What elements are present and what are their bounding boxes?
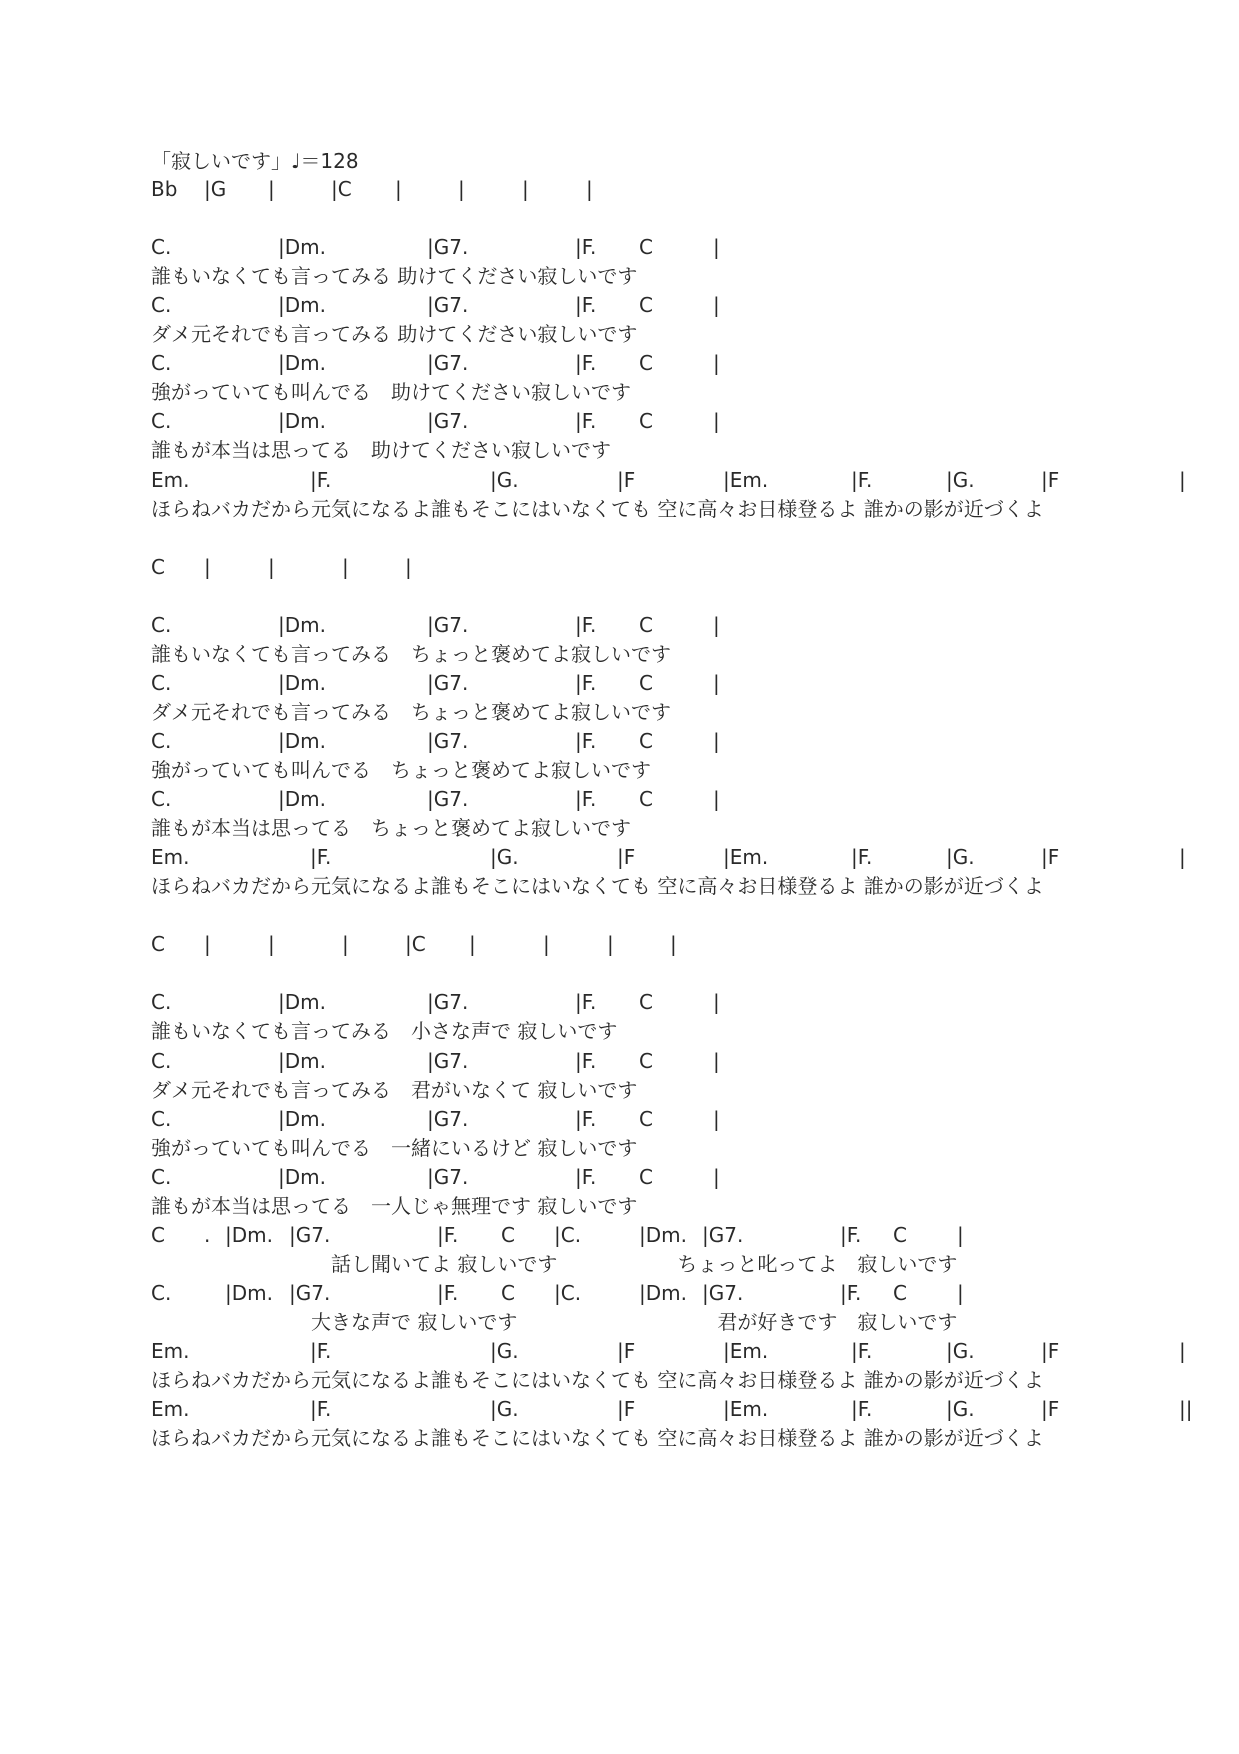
lyric-line: 誰もが本当は思ってる 助けてください寂しいです xyxy=(151,438,611,462)
chord-symbol: |G7. xyxy=(427,1165,469,1189)
chord-symbol: |G7. xyxy=(427,787,469,811)
chord-symbol: |F. xyxy=(310,468,332,492)
chord-symbol: |F. xyxy=(575,787,597,811)
chord-symbol: |Em. xyxy=(723,468,769,492)
chord-symbol: | xyxy=(543,932,550,956)
chord-symbol: |G7. xyxy=(427,409,469,433)
chord-symbol: |F. xyxy=(437,1281,459,1305)
chord-symbol: C. xyxy=(151,1281,172,1305)
chord-symbol: |F. xyxy=(575,409,597,433)
chord-symbol: C xyxy=(639,293,653,317)
chord-symbol: C xyxy=(501,1281,515,1305)
chord-symbol: Em. xyxy=(151,1339,190,1363)
chord-symbol: |G. xyxy=(490,1339,519,1363)
chord-symbol: |F. xyxy=(575,351,597,375)
chord-symbol: |Em. xyxy=(723,845,769,869)
chord-symbol: |G7. xyxy=(427,671,469,695)
lyric-line: ダメ元それでも言ってみる ちょっと褒めてよ寂しいです xyxy=(151,700,671,724)
lyric-line: ほらねバカだから元気になるよ誰もそこにはいなくても 空に高々お日様登るよ 誰かの影が近づくよ xyxy=(151,1426,1044,1450)
chord-symbol: | xyxy=(458,177,465,201)
chord-symbol: C. xyxy=(151,787,172,811)
lyric-line: ほらねバカだから元気になるよ誰もそこにはいなくても 空に高々お日様登るよ 誰かの影が近づくよ xyxy=(151,497,1044,521)
chord-symbol: |Dm. xyxy=(278,1165,326,1189)
lyric-line: 強がっていても叫んでる ちょっと褒めてよ寂しいです xyxy=(151,758,651,782)
chord-symbol: . xyxy=(204,1223,211,1247)
chord-symbol: | xyxy=(957,1281,964,1305)
chord-symbol: | xyxy=(713,409,720,433)
chord-symbol: |F. xyxy=(310,1339,332,1363)
chord-symbol: C xyxy=(639,351,653,375)
chord-symbol: C xyxy=(639,1107,653,1131)
chord-symbol: | xyxy=(268,177,275,201)
chord-symbol: C. xyxy=(151,409,172,433)
chord-symbol: C. xyxy=(151,1165,172,1189)
chord-symbol: |F. xyxy=(575,729,597,753)
lyric-line: 誰もが本当は思ってる ちょっと褒めてよ寂しいです xyxy=(151,816,631,840)
chord-symbol: |F. xyxy=(437,1223,459,1247)
chord-symbol: |Dm. xyxy=(278,351,326,375)
chord-symbol: |F xyxy=(617,1397,636,1421)
chord-symbol: C xyxy=(639,729,653,753)
chord-symbol: | xyxy=(1179,1339,1186,1363)
chord-symbol: |Dm. xyxy=(278,1107,326,1131)
chord-symbol: | xyxy=(957,1223,964,1247)
chord-symbol: |F xyxy=(617,468,636,492)
chord-symbol: | xyxy=(713,1049,720,1073)
lyric-line: ほらねバカだから元気になるよ誰もそこにはいなくても 空に高々お日様登るよ 誰かの影が近づくよ xyxy=(151,1368,1044,1392)
lyric-line: 誰もいなくても言ってみる 助けてください寂しいです xyxy=(151,264,638,288)
chord-symbol: |Dm. xyxy=(225,1223,273,1247)
chord-symbol: |F. xyxy=(575,1165,597,1189)
song-title-header: 「寂しいです」♩＝128 xyxy=(151,149,359,173)
chord-symbol: |C. xyxy=(554,1281,582,1305)
chord-symbol: |F. xyxy=(575,990,597,1014)
lyric-line: 誰もいなくても言ってみる ちょっと褒めてよ寂しいです xyxy=(151,642,671,666)
chord-symbol: C xyxy=(639,235,653,259)
chord-symbol: | xyxy=(713,351,720,375)
chord-symbol: |G7. xyxy=(427,293,469,317)
chord-symbol: C xyxy=(639,1049,653,1073)
chord-symbol: | xyxy=(204,555,211,579)
chord-symbol: |C. xyxy=(554,1223,582,1247)
chord-symbol: |F. xyxy=(851,1397,873,1421)
chord-symbol: |Dm. xyxy=(639,1281,687,1305)
chord-symbol: | xyxy=(607,932,614,956)
chord-symbol: | xyxy=(342,932,349,956)
chord-symbol: Em. xyxy=(151,1397,190,1421)
lyric-line: 誰もいなくても言ってみる 小さな声で 寂しいです xyxy=(151,1019,618,1043)
chord-symbol: |F. xyxy=(575,613,597,637)
chord-symbol: | xyxy=(586,177,593,201)
chord-symbol: Em. xyxy=(151,845,190,869)
chord-symbol: | xyxy=(713,1165,720,1189)
chord-symbol: |F xyxy=(1041,1397,1060,1421)
chord-symbol: C. xyxy=(151,613,172,637)
chord-symbol: |G7. xyxy=(289,1223,331,1247)
chord-symbol: |G7. xyxy=(427,1049,469,1073)
chord-symbol: C. xyxy=(151,351,172,375)
chord-symbol: |F. xyxy=(840,1281,862,1305)
chord-symbol: |F xyxy=(1041,1339,1060,1363)
lyric-line: 強がっていても叫んでる 助けてください寂しいです xyxy=(151,380,631,404)
chord-symbol: | xyxy=(713,787,720,811)
chord-symbol: |G. xyxy=(490,845,519,869)
chord-symbol: |F. xyxy=(575,671,597,695)
chord-symbol: C xyxy=(639,1165,653,1189)
chord-symbol: C. xyxy=(151,1049,172,1073)
chord-symbol: C. xyxy=(151,990,172,1014)
lyric-line: ダメ元それでも言ってみる 助けてください寂しいです xyxy=(151,322,638,346)
chord-symbol: |G. xyxy=(490,468,519,492)
chord-symbol: |Dm. xyxy=(278,293,326,317)
chord-symbol: |G7. xyxy=(289,1281,331,1305)
chord-symbol: |Dm. xyxy=(278,787,326,811)
chord-symbol: |G7. xyxy=(427,990,469,1014)
chord-symbol: | xyxy=(1179,468,1186,492)
chord-symbol: |G7. xyxy=(427,613,469,637)
chord-symbol: |C xyxy=(405,932,426,956)
chord-symbol: | xyxy=(713,235,720,259)
lyric-line: ダメ元それでも言ってみる 君がいなくて 寂しいです xyxy=(151,1078,638,1102)
chord-symbol: C. xyxy=(151,671,172,695)
chord-symbol: |Em. xyxy=(723,1397,769,1421)
chord-symbol: C xyxy=(893,1281,907,1305)
chord-symbol: | xyxy=(204,932,211,956)
lyric-line: 強がっていても叫んでる 一緒にいるけど 寂しいです xyxy=(151,1136,638,1160)
chord-symbol: |Dm. xyxy=(278,235,326,259)
chord-symbol: C xyxy=(639,787,653,811)
chord-symbol: C xyxy=(639,671,653,695)
chord-symbol: C. xyxy=(151,235,172,259)
chord-symbol: || xyxy=(1179,1397,1193,1421)
chord-symbol: |F. xyxy=(575,1107,597,1131)
chord-symbol: C xyxy=(151,555,165,579)
chord-symbol: |Dm. xyxy=(278,613,326,637)
chord-symbol: |G. xyxy=(490,1397,519,1421)
chord-symbol: |F. xyxy=(851,468,873,492)
chord-symbol: |G. xyxy=(946,845,975,869)
chord-symbol: |Dm. xyxy=(639,1223,687,1247)
chord-symbol: | xyxy=(469,932,476,956)
lyric-line: 誰もが本当は思ってる 一人じゃ無理です 寂しいです xyxy=(151,1194,638,1218)
lyric-line: 大きな声で 寂しいです 君が好きです 寂しいです xyxy=(151,1310,958,1334)
chord-symbol: Em. xyxy=(151,468,190,492)
chord-symbol: | xyxy=(670,932,677,956)
chord-symbol: |G7. xyxy=(702,1281,744,1305)
chord-symbol: |Dm. xyxy=(278,409,326,433)
chord-symbol: C xyxy=(501,1223,515,1247)
chord-symbol: | xyxy=(522,177,529,201)
chord-symbol: | xyxy=(268,932,275,956)
chord-symbol: | xyxy=(713,671,720,695)
chord-symbol: C xyxy=(639,990,653,1014)
chord-symbol: |G7. xyxy=(427,235,469,259)
chord-symbol: Bb xyxy=(151,177,178,201)
chord-symbol: |F. xyxy=(840,1223,862,1247)
chord-symbol: |F xyxy=(617,1339,636,1363)
chord-symbol: |Dm. xyxy=(278,671,326,695)
chord-symbol: | xyxy=(713,1107,720,1131)
chord-symbol: | xyxy=(713,293,720,317)
chord-symbol: |Dm. xyxy=(278,729,326,753)
chord-symbol: C xyxy=(639,613,653,637)
chord-symbol: |F xyxy=(1041,468,1060,492)
chord-symbol: C. xyxy=(151,1107,172,1131)
chord-symbol: |Dm. xyxy=(278,990,326,1014)
chord-symbol: | xyxy=(1179,845,1186,869)
chord-symbol: |Em. xyxy=(723,1339,769,1363)
chord-symbol: |C xyxy=(331,177,352,201)
chord-symbol: |F. xyxy=(575,293,597,317)
chord-symbol: |F xyxy=(1041,845,1060,869)
chord-symbol: |F. xyxy=(575,235,597,259)
chord-symbol: | xyxy=(405,555,412,579)
chord-symbol: C. xyxy=(151,293,172,317)
chord-symbol: |G7. xyxy=(427,729,469,753)
chord-symbol: |G xyxy=(204,177,227,201)
chord-symbol: C xyxy=(151,1223,165,1247)
chord-symbol: |G. xyxy=(946,1397,975,1421)
chord-symbol: | xyxy=(713,990,720,1014)
chord-symbol: C xyxy=(639,409,653,433)
chord-symbol: |F. xyxy=(310,1397,332,1421)
chord-symbol: |F. xyxy=(575,1049,597,1073)
chord-symbol: |Dm. xyxy=(225,1281,273,1305)
chord-symbol: |G7. xyxy=(427,351,469,375)
chord-symbol: |G7. xyxy=(702,1223,744,1247)
chord-symbol: | xyxy=(342,555,349,579)
chord-symbol: C xyxy=(151,932,165,956)
lyric-line: 話し聞いてよ 寂しいです ちょっと叱ってよ 寂しいです xyxy=(151,1252,958,1276)
chord-symbol: |G. xyxy=(946,468,975,492)
chord-symbol: C xyxy=(893,1223,907,1247)
chord-symbol: |G. xyxy=(946,1339,975,1363)
chord-symbol: |F. xyxy=(851,845,873,869)
chord-symbol: | xyxy=(713,613,720,637)
chord-symbol: |Dm. xyxy=(278,1049,326,1073)
chord-symbol: |F xyxy=(617,845,636,869)
chord-symbol: |G7. xyxy=(427,1107,469,1131)
chord-symbol: | xyxy=(395,177,402,201)
chord-symbol: |F. xyxy=(310,845,332,869)
chord-symbol: | xyxy=(713,729,720,753)
lyric-line: ほらねバカだから元気になるよ誰もそこにはいなくても 空に高々お日様登るよ 誰かの影が近づくよ xyxy=(151,874,1044,898)
chord-symbol: | xyxy=(268,555,275,579)
chord-symbol: |F. xyxy=(851,1339,873,1363)
chord-symbol: C. xyxy=(151,729,172,753)
